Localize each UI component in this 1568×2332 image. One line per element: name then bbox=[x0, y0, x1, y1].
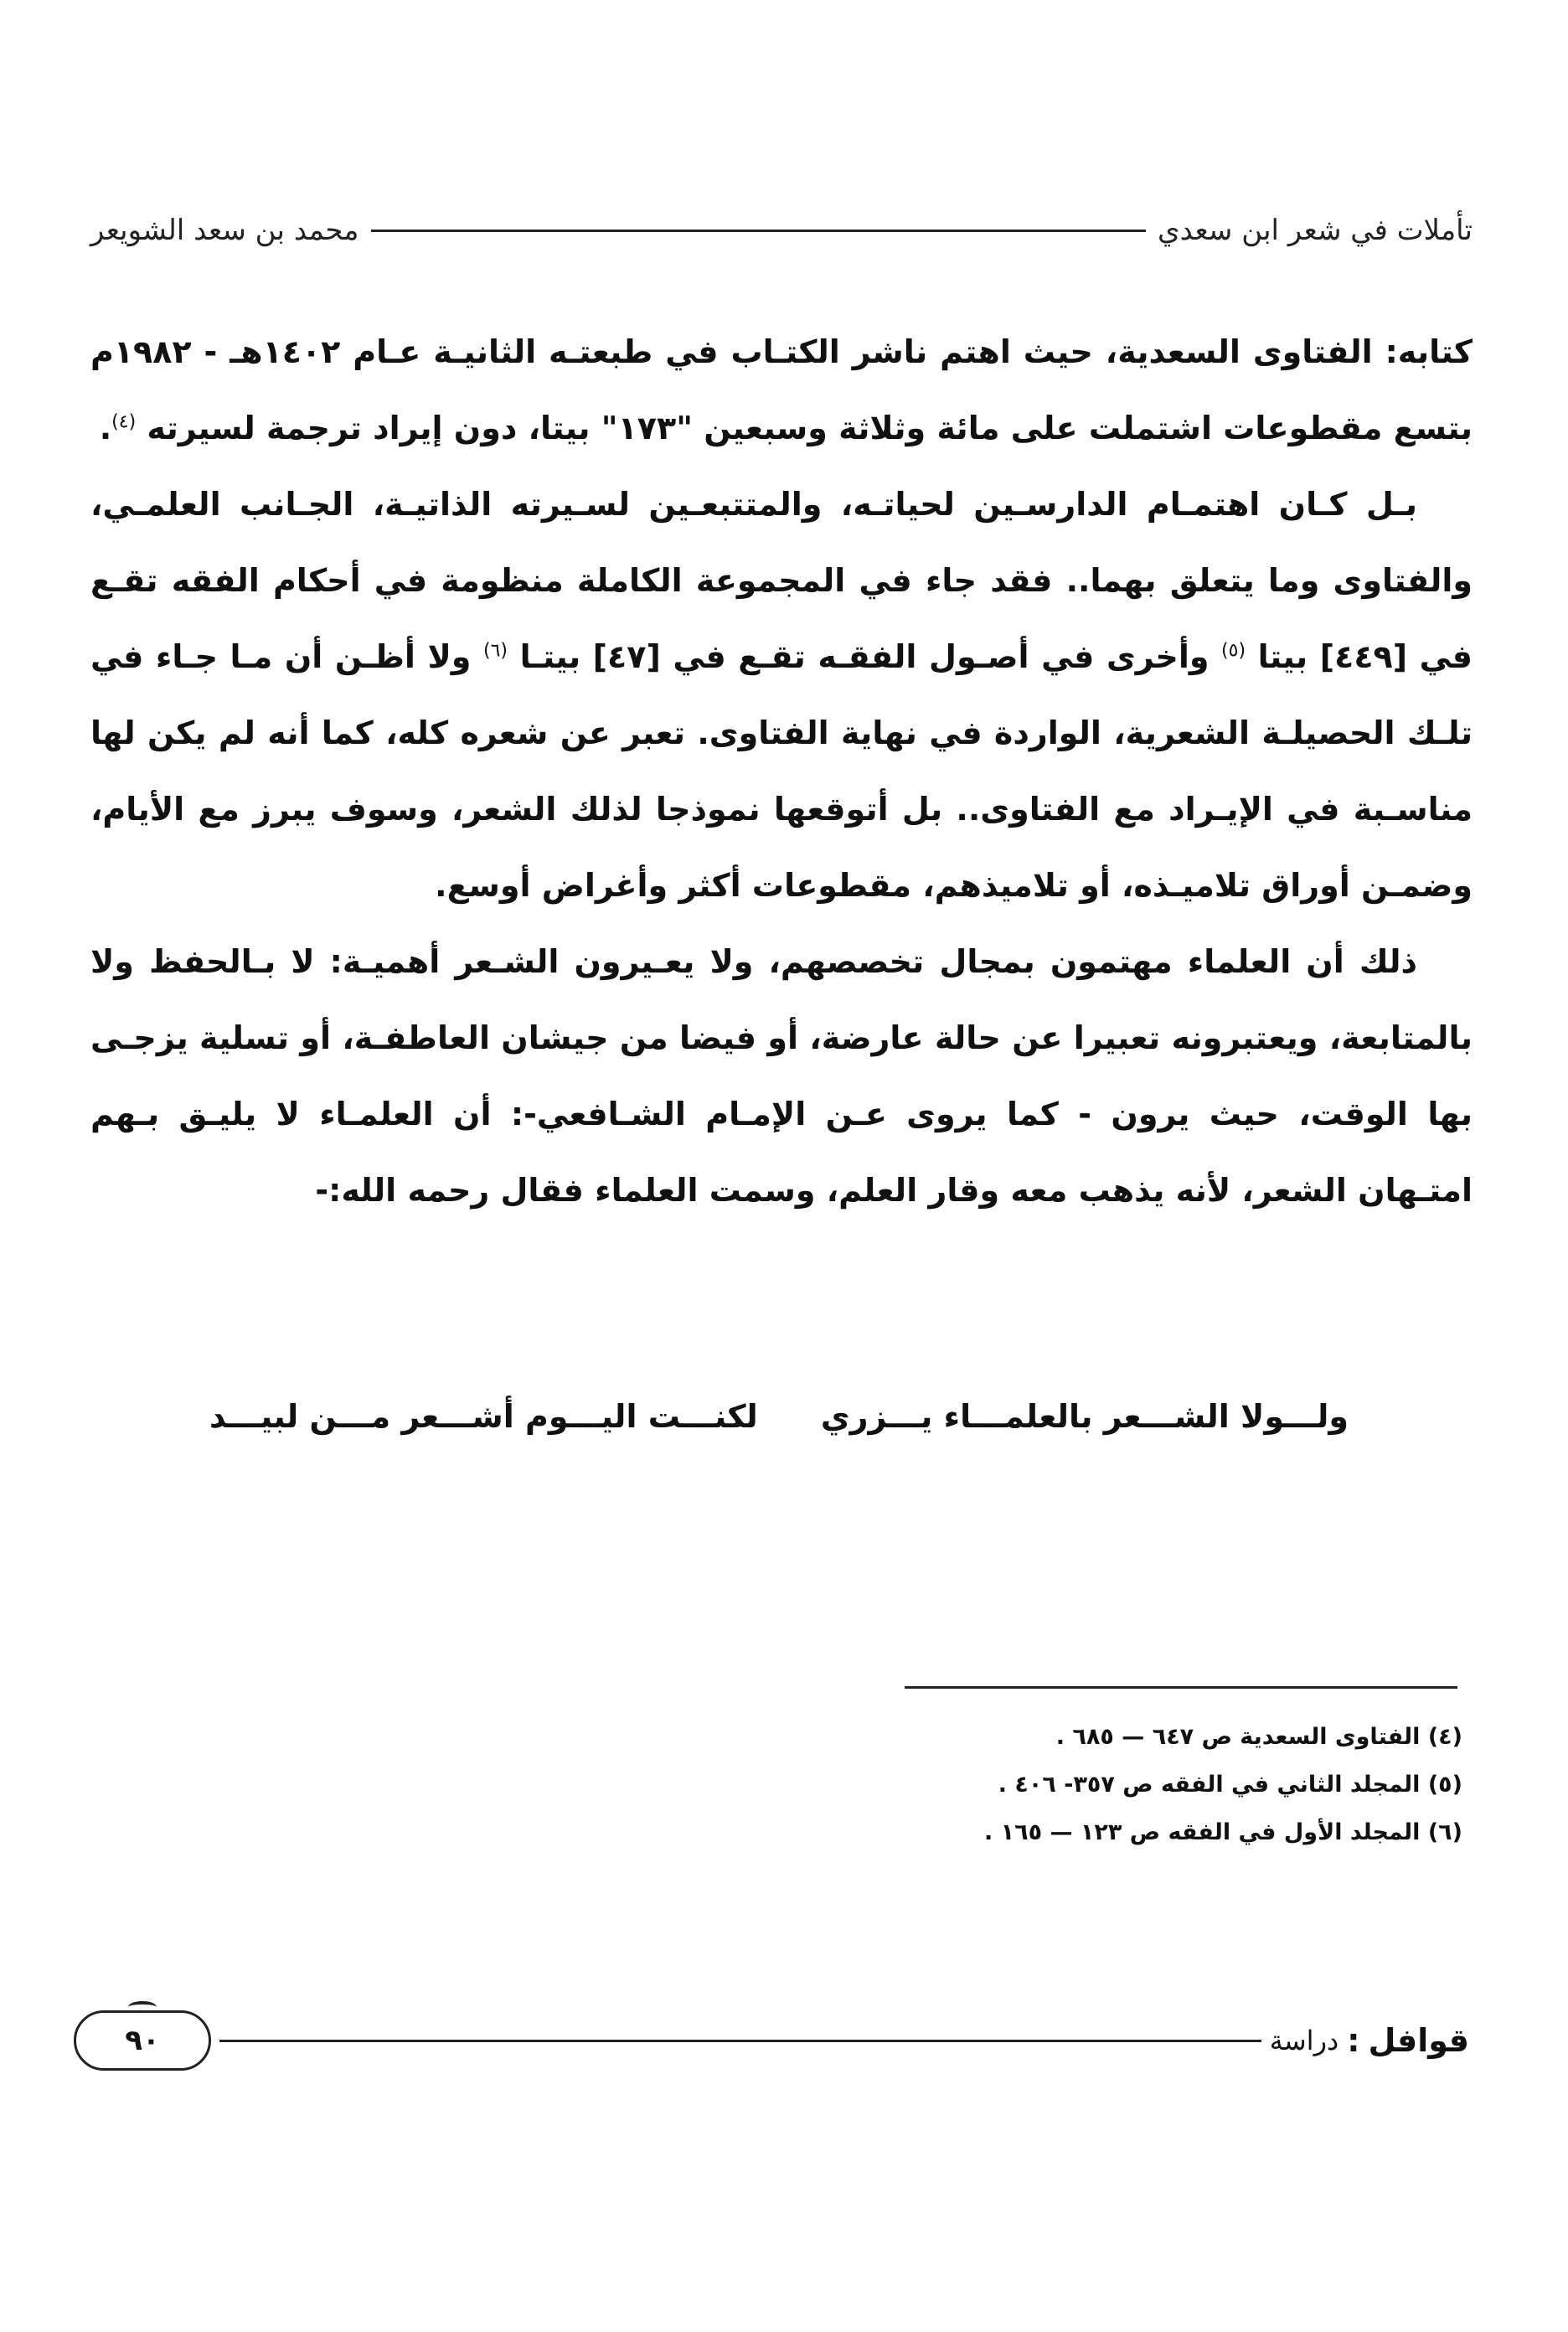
paragraph-3-text: ذلك أن العلماء مهتمون بمجال تخصصهم، ولا يعـيرون الشـعر أهميـة: لا بـالحفظ ولا بالمتابعة، ويعتبرونه تعبيرا عن حالة عارضة، أو فيضا من جيشان العاطفـة، أو تسلية يزجـى بها الوقت، حيث يرون - كما يروى عـن الإمـام الشـافعي-: أن العلمـاء لا يليـق بـهم امتـهان الشعر، لأنه يذهب معه وقار العلم، وسمت العلماء فقال رحمه الله:- bbox=[90, 943, 1473, 1209]
badge-flourish-icon bbox=[128, 2001, 157, 2013]
page-number-badge bbox=[74, 2010, 211, 2071]
footer-rule bbox=[219, 2040, 1261, 2042]
footnote-ref-6[interactable]: (٦) bbox=[482, 640, 508, 662]
header-rule bbox=[371, 230, 1147, 232]
paragraph-3 bbox=[90, 924, 1473, 1229]
period: . bbox=[99, 410, 112, 446]
paragraph-1 bbox=[90, 314, 1473, 467]
footnote-4: (٤) الفتاوى السعدية ص ٦٤٧ — ٦٨٥ . bbox=[1055, 1724, 1462, 1750]
footnote-ref-4[interactable]: (٤) bbox=[111, 411, 137, 433]
verse-first-hemistich: ولـــولا الشـــعر بالعلمـــاء يـــزري bbox=[820, 1397, 1349, 1435]
header-book-title: تأملات في شعر ابن سعدي bbox=[1158, 214, 1473, 247]
page-footer bbox=[74, 2006, 1469, 2075]
paragraph-1-text: كتابه: الفتاوى السعدية، حيث اهتم ناشر الكتـاب في طبعتـه الثانيـة عـام ١٤٠٢هـ - ١٩٨٢م بتسع مقطوعات اشتملت على مائة وثلاثة وسبعين "١٧٣" بيتا، دون إيراد ترجمة لسيرته bbox=[90, 333, 1473, 446]
footnote-separator bbox=[905, 1686, 1457, 1689]
footnote-5: (٥) المجلد الثاني في الفقه ص ٣٥٧- ٤٠٦ . bbox=[998, 1772, 1462, 1798]
footnote-ref-5[interactable]: (٥) bbox=[1221, 640, 1246, 662]
paragraph-2-text-a: بـل كـان اهتمـام الدارسـين لحياتـه، والمتتبعـين لسـيرته الذاتيـة، الجـانب العلمـي، والفتاوى وما يتعلق بهما.. فقد جاء في المجموعة الكاملة منظومة في أحكام الفقه تقـع في [٤٤٩] بيتا bbox=[90, 486, 1473, 675]
page-number: ٩٠ bbox=[125, 2024, 160, 2057]
journal-name: قوافل bbox=[1368, 2022, 1469, 2059]
paragraph-2-text-b: وأخرى في أصـول الفقـه تقـع في [٤٧] بيتـا bbox=[519, 638, 1210, 675]
footnote-6: (٦) المجلد الأول في الفقه ص ١٢٣ — ١٦٥ . bbox=[983, 1819, 1462, 1845]
verse-second-hemistich: لكنـــت اليـــوم أشـــعر مـــن لبيـــد bbox=[209, 1397, 758, 1435]
section-name: دراسة bbox=[1269, 2025, 1339, 2056]
body-text bbox=[90, 314, 1473, 1229]
paragraph-2 bbox=[90, 467, 1473, 924]
header-author: محمد بن سعد الشويعر bbox=[90, 214, 359, 247]
paragraph-2-text-c: ولا أظـن أن مـا جـاء في تلـك الحصيلـة الشعرية، الواردة في نهاية الفتاوى. تعبر عن شعره كله، كما أنه لم يكن لها مناسـبة في الإيـراد مع الفتاوى.. بل أتوقعها نموذجا لذلك الشعر، وسوف يبرز مع الأيام، وضمـن أوراق تلاميـذه، أو تلاميذهم، مقطوعات أكثر وأغراض أوسع. bbox=[90, 638, 1473, 904]
footer-separator: : bbox=[1347, 2022, 1360, 2059]
running-header bbox=[90, 201, 1473, 260]
poem-verse bbox=[209, 1378, 1349, 1454]
footnotes bbox=[754, 1713, 1462, 1856]
